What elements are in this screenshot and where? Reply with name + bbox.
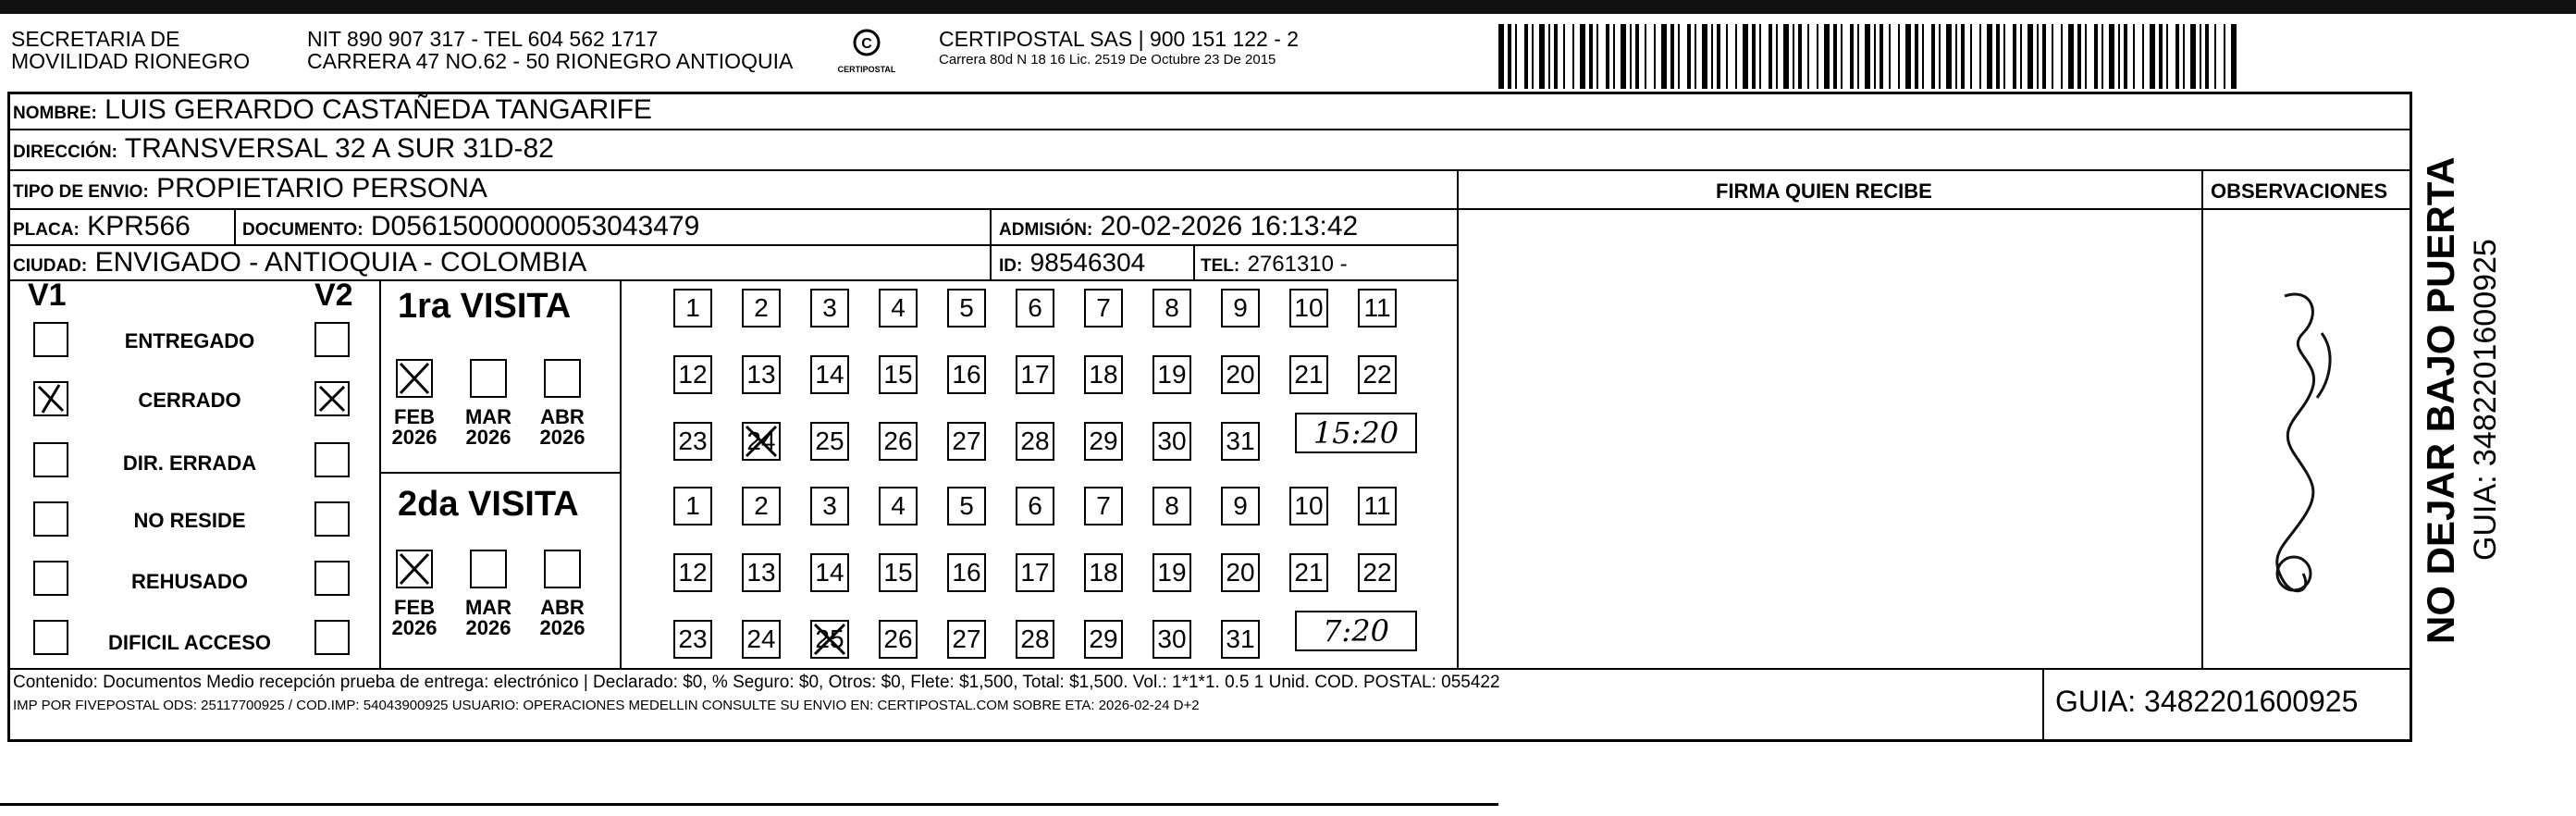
admision-label: ADMISIÓN: (999, 220, 1093, 240)
tel-field (1201, 247, 1348, 282)
second-visit-title: 2da VISITA (398, 485, 579, 524)
divider (2201, 169, 2203, 669)
day-box[interactable]: 27 (947, 422, 986, 461)
id-value: 98546304 (1029, 248, 1146, 277)
top-border (0, 0, 2576, 14)
day-box[interactable]: 19 (1152, 553, 1191, 592)
direccion-value: TRANSVERSAL 32 A SUR 31D-82 (124, 133, 554, 164)
day-box[interactable]: 6 (1016, 289, 1054, 328)
day-box[interactable]: 3 (810, 487, 849, 525)
divider (990, 208, 992, 280)
side-guia: GUIA: 3482201600925 (2468, 239, 2503, 561)
svg-text:CERTIPOSTAL: CERTIPOSTAL (837, 65, 896, 74)
no-reside-v2-checkbox[interactable] (314, 501, 350, 537)
courier-sub: Carrera 80d N 18 16 Lic. 2519 De Octubre 23 De 2015 (939, 52, 1276, 68)
day-box[interactable]: 16 (947, 553, 986, 592)
day-box[interactable]: 1 (673, 487, 712, 525)
ciudad-field (13, 247, 586, 282)
day-box[interactable]: 18 (1084, 553, 1123, 592)
divider (2410, 129, 2411, 169)
entregado-v1-checkbox[interactable] (33, 322, 68, 357)
month-label: ABR 2026 (539, 596, 585, 639)
address-line: CARRERA 47 NO.62 - 50 RIONEGRO ANTIOQUIA (307, 49, 794, 73)
divider (1193, 244, 1195, 280)
no-reside-v1-checkbox[interactable] (33, 501, 68, 537)
tipo-label: TIPO DE ENVIO: (13, 182, 149, 202)
day-box[interactable]: 17 (1016, 355, 1054, 394)
day-box[interactable]: 11 (1358, 289, 1397, 328)
day-box[interactable]: 12 (673, 355, 712, 394)
day-box[interactable]: 1 (673, 289, 712, 328)
second-visit-time: 7:20 (1295, 611, 1417, 651)
day-box[interactable]: 25 (810, 422, 849, 461)
day-box[interactable]: 8 (1152, 487, 1191, 525)
status-dir-errada: DIR. ERRADA (122, 451, 257, 475)
day-box[interactable]: 4 (879, 487, 918, 525)
day-box[interactable]: 3 (810, 289, 849, 328)
day-box[interactable]: 5 (947, 289, 986, 328)
day-box[interactable]: 30 (1152, 620, 1191, 659)
documento-label: DOCUMENTO: (242, 220, 364, 240)
status-entregado: ENTREGADO (124, 329, 255, 352)
month-label: FEB 2026 (391, 405, 438, 449)
day-box[interactable]: 16 (947, 355, 986, 394)
day-box[interactable]: 31 (1221, 620, 1260, 659)
documento-field (242, 211, 699, 246)
day-box[interactable]: 12 (673, 553, 712, 592)
sender-line1: SECRETARIA DE (11, 27, 180, 51)
day-box[interactable]: 18 (1084, 355, 1123, 394)
placa-value: KPR566 (87, 211, 191, 241)
divider (1457, 208, 2412, 210)
day-box[interactable]: 20 (1221, 553, 1260, 592)
barcode (1498, 24, 2238, 89)
day-box[interactable]: 30 (1152, 422, 1191, 461)
day-box[interactable]: 2 (742, 487, 781, 525)
day-box[interactable]: 23 (673, 422, 712, 461)
day-box[interactable]: 28 (1016, 620, 1054, 659)
day-box[interactable]: 21 (1289, 355, 1328, 394)
tipo-field (13, 173, 487, 208)
day-box[interactable]: 31 (1221, 422, 1260, 461)
day-box[interactable]: 25 (810, 620, 849, 659)
day-box[interactable]: 22 (1358, 355, 1397, 394)
day-box[interactable]: 11 (1358, 487, 1397, 525)
divider (7, 668, 2412, 670)
day-box[interactable]: 9 (1221, 289, 1260, 328)
admision-field (999, 211, 1358, 246)
nombre-field (13, 94, 652, 130)
ciudad-label: CIUDAD: (13, 256, 88, 276)
day-box[interactable]: 14 (810, 553, 849, 592)
footer-guia: GUIA: 3482201600925 (2055, 685, 2359, 718)
day-box[interactable]: 13 (742, 553, 781, 592)
courier-block (939, 28, 1299, 68)
firma-header: FIRMA QUIEN RECIBE (1716, 179, 1932, 203)
footer-content: Contenido: Documentos Medio recepción prueba de entrega: electrónico | Declarado: $0, % Seguro: $0, Otros: $0, Flete: $1,500, Total: $1,500. Vol.: 1*1*1. 0.5 1 Unid. COD. POSTAL: 055422 (13, 673, 1500, 692)
day-box[interactable]: 15 (879, 553, 918, 592)
id-label: ID: (999, 256, 1023, 276)
documento-value: D05615000000053043479 (370, 211, 700, 241)
divider (234, 208, 236, 245)
nit-line: NIT 890 907 317 - TEL 604 562 1717 (307, 27, 659, 51)
day-box[interactable]: 7 (1084, 487, 1123, 525)
observaciones-header: OBSERVACIONES (2211, 179, 2388, 203)
month-abr-2-checkbox[interactable] (544, 550, 581, 588)
day-box[interactable]: 21 (1289, 553, 1328, 592)
day-box[interactable]: 15 (879, 355, 918, 394)
placa-label: PLACA: (13, 220, 80, 240)
day-box[interactable]: 19 (1152, 355, 1191, 394)
day-box[interactable]: 22 (1358, 553, 1397, 592)
nit-block (307, 28, 793, 72)
month-abr-1-checkbox[interactable] (544, 359, 581, 398)
day-box[interactable]: 29 (1084, 422, 1123, 461)
day-box[interactable]: 7 (1084, 289, 1123, 328)
day-box[interactable]: 17 (1016, 553, 1054, 592)
divider (379, 279, 381, 668)
status-no-reside: NO RESIDE (133, 509, 246, 532)
placa-field (13, 211, 191, 246)
month-feb-2-checkbox[interactable] (396, 550, 433, 588)
tel-value: 2761310 - (1247, 252, 1348, 277)
status-cerrado: CERRADO (138, 389, 241, 412)
month-label: MAR 2026 (464, 596, 512, 639)
divider (620, 279, 622, 668)
month-mar-1-checkbox[interactable] (470, 359, 507, 398)
day-box[interactable]: 10 (1289, 289, 1328, 328)
day-box[interactable]: 24 (742, 422, 781, 461)
day-box[interactable]: 10 (1289, 487, 1328, 525)
status-rehusado: REHUSADO (131, 570, 248, 593)
month-label: FEB 2026 (391, 596, 438, 639)
first-visit-time: 15:20 (1295, 413, 1417, 453)
certipostal-logo (825, 26, 908, 81)
divider (2042, 668, 2044, 742)
cerrado-v1-checkbox[interactable] (33, 381, 68, 416)
day-box[interactable]: 24 (742, 620, 781, 659)
nombre-label: NOMBRE: (13, 104, 97, 123)
ciudad-value: ENVIGADO - ANTIOQUIA - COLOMBIA (94, 247, 587, 278)
nombre-value: LUIS GERARDO CASTAÑEDA TANGARIFE (105, 94, 652, 125)
v1-label: V1 (28, 278, 67, 313)
tipo-value: PROPIETARIO PERSONA (156, 173, 487, 204)
sender-block (11, 28, 250, 72)
day-box[interactable]: 5 (947, 487, 986, 525)
dir-errada-v2-checkbox[interactable] (314, 442, 350, 477)
footer-imp: IMP POR FIVEPOSTAL ODS: 25117700925 / COD.IMP: 54043900925 USUARIO: OPERACIONES MEDELLIN CONSULTE SU ENVIO EN: CERTIPOSTAL.COM SOBRE ETA: 2026-02-24 D+2 (13, 698, 1200, 713)
day-box[interactable]: 4 (879, 289, 918, 328)
cerrado-v2-checkbox[interactable] (314, 381, 350, 416)
day-box[interactable]: 28 (1016, 422, 1054, 461)
id-field (999, 247, 1145, 282)
day-box[interactable]: 6 (1016, 487, 1054, 525)
day-box[interactable]: 2 (742, 289, 781, 328)
tel-label: TEL: (1201, 256, 1240, 276)
rehusado-v2-checkbox[interactable] (314, 561, 350, 596)
entregado-v2-checkbox[interactable] (314, 322, 350, 357)
month-label: MAR 2026 (464, 405, 512, 449)
bottom-rule (0, 803, 1498, 806)
day-box[interactable]: 26 (879, 620, 918, 659)
status-dificil-acceso: DIFICIL ACCESO (107, 631, 271, 654)
day-box[interactable]: 20 (1221, 355, 1260, 394)
dificil-acceso-v2-checkbox[interactable] (314, 620, 350, 655)
direccion-label: DIRECCIÓN: (13, 142, 117, 162)
divider (1457, 169, 1459, 669)
v2-label: V2 (314, 278, 353, 313)
side-warning: NO DEJAR BAJO PUERTA (2419, 156, 2462, 644)
svg-text:C: C (861, 36, 872, 52)
direccion-field (13, 133, 554, 168)
signature (2229, 278, 2368, 611)
day-box[interactable]: 23 (673, 620, 712, 659)
rehusado-v1-checkbox[interactable] (33, 561, 68, 596)
dificil-acceso-v1-checkbox[interactable] (33, 620, 68, 655)
day-box[interactable]: 13 (742, 355, 781, 394)
month-mar-2-checkbox[interactable] (470, 550, 507, 588)
admision-value: 20-02-2026 16:13:42 (1100, 211, 1359, 241)
day-box[interactable]: 27 (947, 620, 986, 659)
sender-line2: MOVILIDAD RIONEGRO (11, 49, 251, 73)
day-box[interactable]: 26 (879, 422, 918, 461)
day-box[interactable]: 29 (1084, 620, 1123, 659)
first-visit-title: 1ra VISITA (398, 287, 572, 326)
dir-errada-v1-checkbox[interactable] (33, 442, 68, 477)
day-box[interactable]: 14 (810, 355, 849, 394)
day-box[interactable]: 9 (1221, 487, 1260, 525)
day-box[interactable]: 8 (1152, 289, 1191, 328)
courier-line: CERTIPOSTAL SAS | 900 151 122 - 2 (939, 27, 1300, 51)
month-feb-1-checkbox[interactable] (396, 359, 433, 398)
divider (7, 169, 2412, 171)
divider (379, 472, 622, 474)
month-label: ABR 2026 (539, 405, 585, 449)
